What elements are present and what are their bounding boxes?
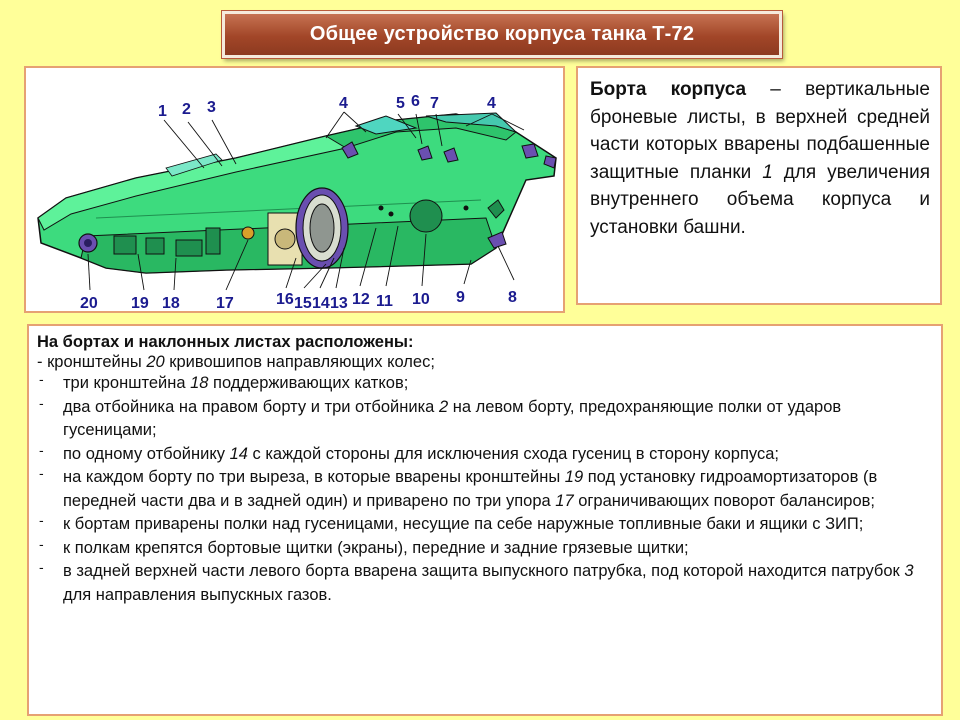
hull-drawing	[26, 68, 563, 311]
first-num: 20	[146, 353, 165, 371]
item-text: поддерживающих катков;	[208, 374, 409, 392]
item-text: к полкам крепятся бортовые щитки (экраны), передние и задние грязевые щитки;	[63, 538, 689, 557]
label-5: 5	[396, 95, 405, 112]
side-paragraph	[590, 76, 930, 241]
first-text-b: кривошипов направляющих колес;	[164, 353, 435, 371]
item-text: к бортам приварены полки над гусеницами, несущие па себе наружные топливные баки и ящики с ЗИП;	[63, 515, 864, 533]
label-7: 7	[430, 95, 439, 112]
label-20: 20	[80, 295, 98, 311]
item-num: 3	[904, 562, 914, 580]
first-text-a: - кронштейны	[37, 353, 147, 371]
label-6: 6	[411, 93, 420, 110]
item-num: 14	[229, 444, 248, 463]
title-banner	[222, 11, 782, 58]
item-text: по одному отбойнику	[63, 444, 230, 463]
list-item	[37, 443, 931, 467]
side-term: Борта корпуса	[590, 79, 747, 100]
label-12: 12	[352, 291, 370, 308]
features-list	[37, 372, 931, 607]
label-1: 1	[158, 103, 167, 120]
list-heading: На бортах и наклонных листах расположены:	[37, 333, 414, 351]
item-num: 19	[564, 468, 584, 486]
item-num: 18	[190, 374, 209, 392]
label-18: 18	[162, 295, 180, 311]
label-16: 16	[276, 291, 294, 308]
item-text: для направления выпускных газов.	[63, 585, 332, 604]
item-text: с каждой стороны для исключения схода гусениц в сторону корпуса;	[247, 444, 779, 463]
label-14: 14	[312, 295, 330, 311]
label-3: 3	[207, 99, 216, 116]
item-text: под установку гидроамортизаторов (в передней части два и в задней один) и приварено по три упора	[63, 468, 878, 510]
features-list-box	[27, 324, 943, 716]
list-first-item	[37, 352, 931, 372]
label-9: 9	[456, 289, 465, 306]
item-text: три кронштейна	[63, 374, 191, 392]
label-11: 11	[376, 293, 393, 310]
side-num: 1	[762, 161, 773, 183]
item-text: ограничивающих поворот балансиров;	[573, 491, 876, 510]
label-8: 8	[508, 289, 517, 306]
side-dash: –	[770, 79, 781, 100]
label-15: 15	[294, 295, 312, 311]
label-17: 17	[216, 295, 234, 311]
item-text: два отбойника на правом борту и три отбойника	[63, 397, 439, 416]
page-title: Общее устройство корпуса танка Т-72	[309, 23, 695, 45]
label-13: 13	[330, 295, 348, 311]
side-description	[576, 66, 942, 305]
side-text-1: вертикальные броневые листы, в верхней средней части которых вварены подбашенные защитные планки	[590, 79, 930, 183]
label-19: 19	[131, 295, 149, 311]
list-item	[37, 396, 931, 443]
item-text: на левом борту, предохраняющие полки от ударов гусеницами;	[63, 397, 842, 439]
item-num: 2	[438, 397, 449, 416]
list-item	[37, 466, 931, 513]
list-item	[37, 513, 931, 537]
label-10: 10	[412, 291, 430, 308]
label-4a: 4	[339, 95, 348, 112]
hull-diagram	[24, 66, 565, 313]
item-text: на каждом борту по три выреза, в которые вварены кронштейны	[63, 468, 565, 486]
list-item	[37, 560, 931, 607]
side-text-2: для увеличения внутреннего объема корпуса и установки башни.	[590, 161, 931, 238]
item-num: 17	[555, 491, 574, 510]
item-text: в задней верхней части левого борта вварена защита выпускного патрубка, под которой находится патрубок	[63, 562, 905, 580]
list-item	[37, 372, 931, 396]
label-2: 2	[182, 101, 191, 118]
label-4b: 4	[487, 95, 496, 112]
list-item	[37, 537, 931, 561]
